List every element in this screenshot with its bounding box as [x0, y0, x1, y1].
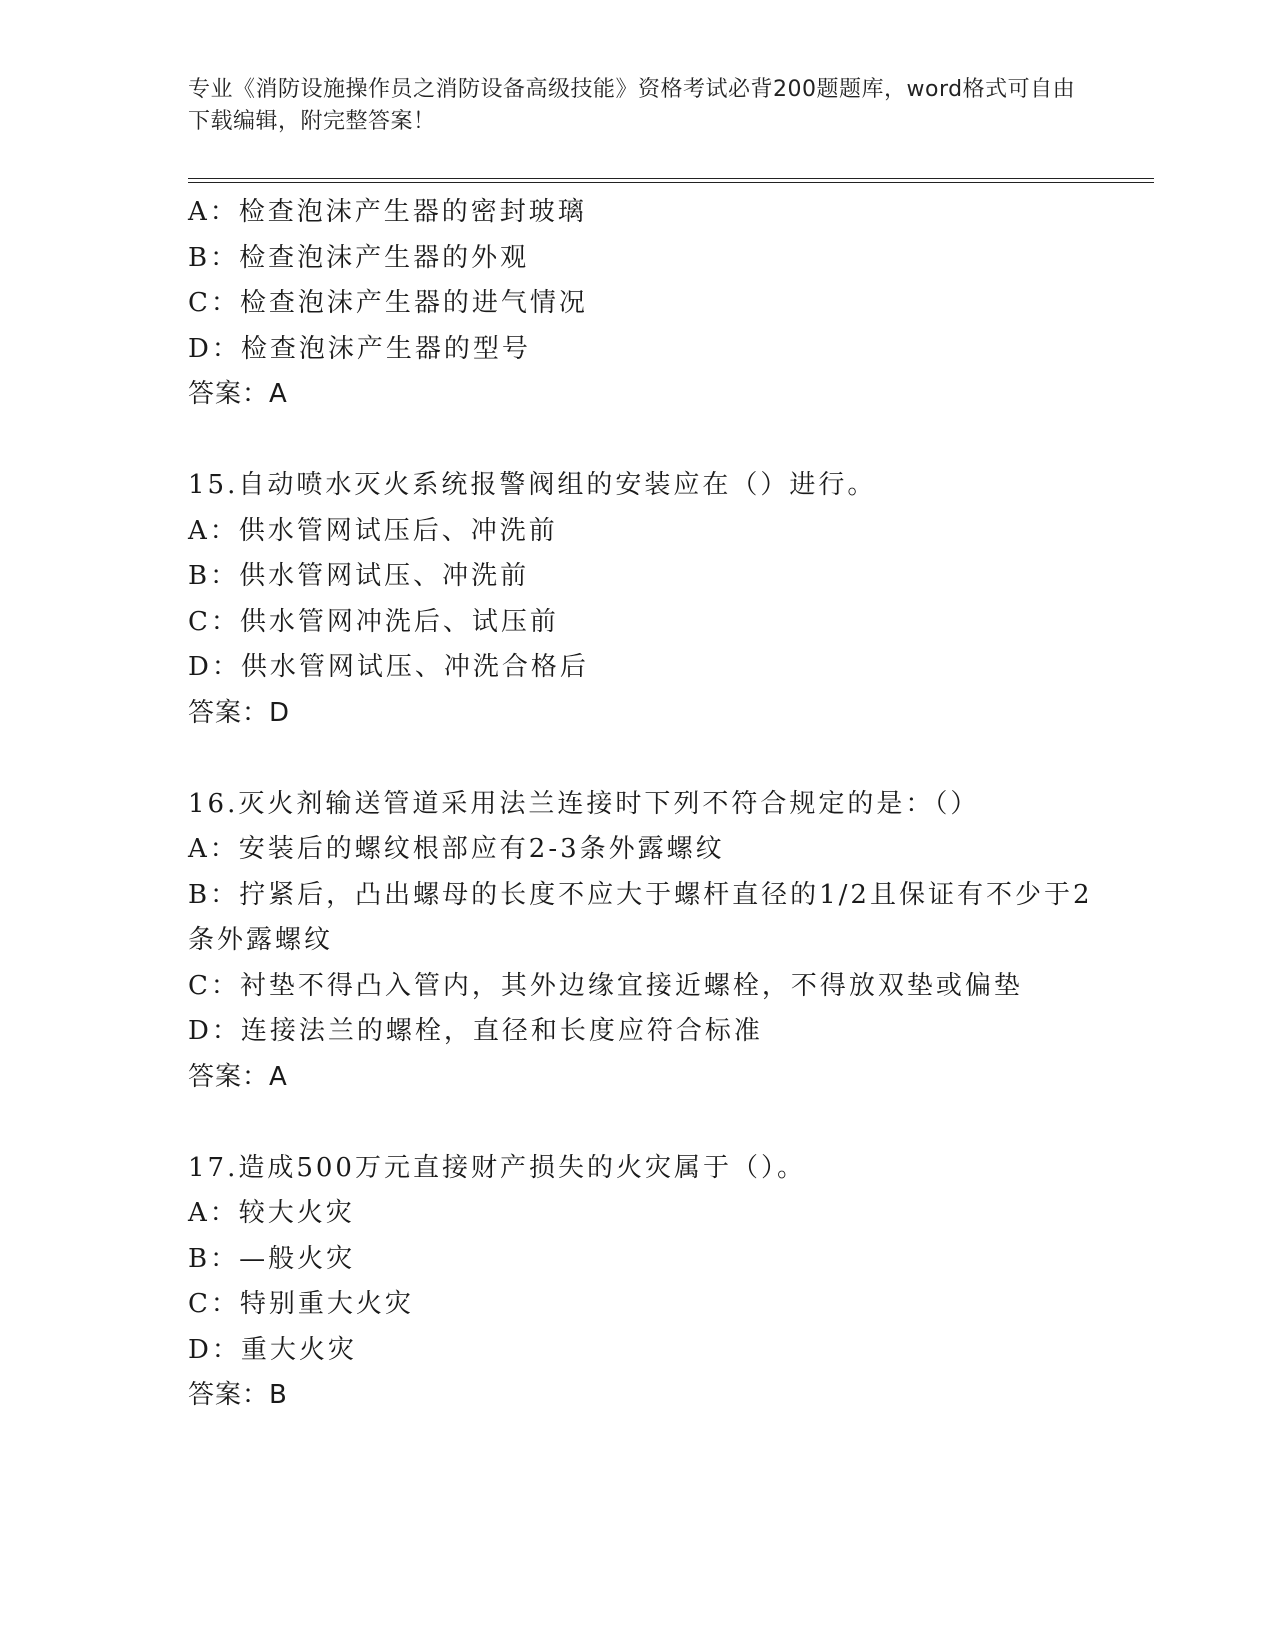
option-b: B：拧紧后，凸出螺母的长度不应大于螺杆直径的1/2且保证有不少于2条外露螺纹 [188, 879, 1093, 955]
option-c: C：检查泡沫产生器的进气情况 [188, 288, 588, 318]
option-b: B：供水管网试压、冲洗前 [188, 561, 530, 591]
question-block [188, 190, 1108, 418]
answer-line: 答案：B [188, 1380, 288, 1410]
spacer [188, 736, 1108, 782]
question-text: 15.自动喷水灭火系统报警阀组的安装应在（）进行。 [188, 470, 877, 500]
option-d: D：检查泡沫产生器的型号 [188, 333, 531, 364]
option-c: C：供水管网冲洗后、试压前 [188, 606, 559, 637]
option-c: C：特别重大火灾 [188, 1289, 414, 1319]
option-c: C：衬垫不得凸入管内，其外边缘宜接近螺栓，不得放双垫或偏垫 [188, 970, 1023, 1001]
question-text: 16.灭火剂输送管道采用法兰连接时下列不符合规定的是：（） [188, 788, 980, 819]
option-a: A：较大火灾 [188, 1198, 355, 1228]
question-block [188, 1146, 1108, 1419]
question-list [188, 190, 1108, 1419]
spacer [188, 418, 1108, 464]
answer-line: 答案：A [188, 1061, 288, 1092]
document-header: 专业《消防设施操作员之消防设备高级技能》资格考试必背200题题库，word格式可自由下载编辑，附完整答案！ [188, 77, 1076, 134]
spacer [188, 1100, 1108, 1146]
header-divider-top [188, 178, 1154, 179]
header-divider-bottom [188, 182, 1154, 183]
option-a: A：检查泡沫产生器的密封玻璃 [188, 197, 587, 227]
answer-line: 答案：D [188, 697, 291, 728]
option-d: D：连接法兰的螺栓，直径和长度应符合标准 [188, 1016, 763, 1046]
option-d: D：重大火灾 [188, 1334, 357, 1365]
question-block [188, 782, 1108, 1101]
option-a: A：安装后的螺纹根部应有2-3条外露螺纹 [188, 834, 725, 864]
option-b: B：检查泡沫产生器的外观 [188, 242, 530, 273]
question-text: 17.造成500万元直接财产损失的火灾属于（）。 [188, 1152, 806, 1183]
option-a: A：供水管网试压后、冲洗前 [188, 515, 558, 546]
answer-line: 答案：A [188, 379, 288, 409]
option-d: D：供水管网试压、冲洗合格后 [188, 652, 589, 682]
option-b: B：—般火灾 [188, 1243, 356, 1274]
question-block [188, 463, 1108, 736]
